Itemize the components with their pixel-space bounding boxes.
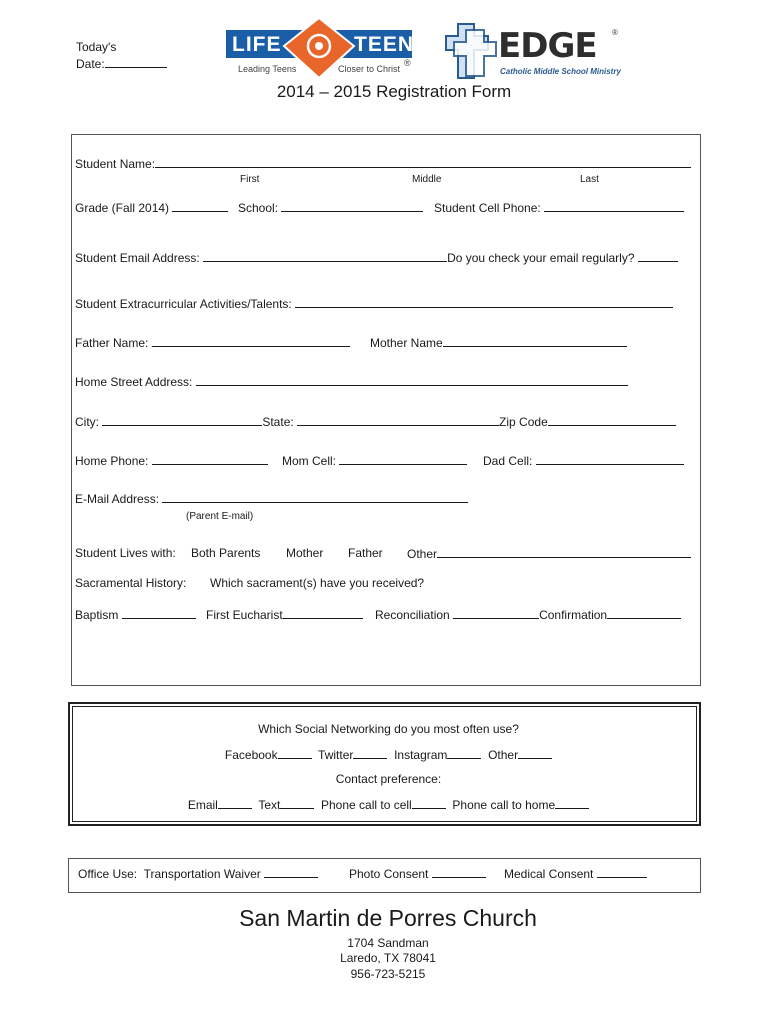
lives-with-other-field[interactable] <box>437 546 691 558</box>
lives-with-both-parents[interactable]: Both Parents <box>191 546 261 560</box>
state-field[interactable] <box>297 414 499 426</box>
school-field[interactable] <box>281 200 423 212</box>
church-city: Laredo, TX 78041 <box>340 951 436 965</box>
home-call-contact-field[interactable] <box>555 797 589 809</box>
lives-with-other[interactable]: Other <box>407 547 438 561</box>
other-social-option[interactable]: Other <box>488 748 519 762</box>
city-label: City: <box>75 415 99 429</box>
student-name-field[interactable] <box>155 156 691 168</box>
facebook-option[interactable]: Facebook <box>224 748 278 762</box>
photo-consent-row <box>349 866 486 881</box>
mother-label: Mother Name <box>370 336 443 350</box>
text-contact-field[interactable] <box>280 797 314 809</box>
lives-with-other-row <box>407 546 691 561</box>
transportation-waiver-label: Transportation Waiver <box>143 867 261 881</box>
date-label-text: Date: <box>76 57 105 71</box>
cell-call-contact-field[interactable] <box>412 797 446 809</box>
life-teen-logo <box>226 18 415 78</box>
medical-consent-row <box>504 866 647 881</box>
student-email-row <box>75 250 678 265</box>
teen-word: TEEN <box>354 33 415 56</box>
twitter-field[interactable] <box>353 747 387 759</box>
email-contact-field[interactable] <box>218 797 252 809</box>
grade-label: Grade (Fall 2014) <box>75 201 170 215</box>
life-teen-tagline-left: Leading Teens <box>238 64 297 74</box>
contact-options-row <box>72 797 705 812</box>
sacrament-question: Which sacrament(s) have you received? <box>210 576 425 590</box>
state-label: State: <box>262 415 294 429</box>
page-title: 2014 – 2015 Registration Form <box>276 82 512 101</box>
transportation-waiver-field[interactable] <box>264 866 318 878</box>
text-contact-option[interactable]: Text <box>258 798 281 812</box>
edge-tagline: Catholic Middle School Ministry <box>500 67 621 76</box>
student-name-row <box>75 156 691 171</box>
grade-row <box>75 200 228 215</box>
twitter-option[interactable]: Twitter <box>318 748 354 762</box>
social-options-row <box>72 747 705 762</box>
street-label: Home Street Address: <box>75 375 193 389</box>
father-row <box>75 335 350 350</box>
office-use-row <box>78 866 318 881</box>
church-name: San Martin de Porres Church <box>239 905 537 931</box>
activities-row <box>75 296 673 311</box>
first-eucharist-row <box>206 607 363 622</box>
edge-registered-mark: ® <box>612 28 618 37</box>
other-social-field[interactable] <box>518 747 552 759</box>
student-cell-field[interactable] <box>544 200 684 212</box>
church-phone: 956-723-5215 <box>350 967 426 981</box>
edge-cross-icon <box>444 22 504 80</box>
sacramental-history-label: Sacramental History: <box>75 576 187 590</box>
medical-consent-field[interactable] <box>597 866 647 878</box>
instagram-option[interactable]: Instagram <box>394 748 448 762</box>
first-eucharist-field[interactable] <box>283 607 363 619</box>
lives-with-father[interactable]: Father <box>348 546 383 560</box>
life-teen-registered-mark: ® <box>404 58 411 68</box>
social-question: Which Social Networking do you most often use? <box>258 722 519 736</box>
zip-field[interactable] <box>548 414 676 426</box>
street-row <box>75 374 628 389</box>
date-label <box>76 56 167 71</box>
contact-preference-label: Contact preference: <box>335 772 442 786</box>
grade-field[interactable] <box>172 200 228 212</box>
mother-field[interactable] <box>443 335 627 347</box>
father-label: Father Name: <box>75 336 149 350</box>
school-label: School: <box>238 201 279 215</box>
reconciliation-field[interactable] <box>453 607 539 619</box>
edge-word: EDGE <box>498 26 597 66</box>
office-use-label: Office Use: <box>78 867 138 881</box>
instagram-field[interactable] <box>447 747 481 759</box>
email-contact-option[interactable]: Email <box>187 798 218 812</box>
dad-cell-row <box>483 453 684 468</box>
check-email-label: Do you check your email regularly? <box>447 251 635 265</box>
parent-email-row <box>75 491 468 506</box>
todays-date-label: Today's <box>76 40 117 54</box>
street-field[interactable] <box>196 374 628 386</box>
reconciliation-row <box>375 607 681 622</box>
last-name-caption: Last <box>580 174 599 185</box>
mother-row <box>370 335 627 350</box>
parent-email-field[interactable] <box>162 491 468 503</box>
lives-with-label: Student Lives with: <box>75 546 176 560</box>
confirmation-label: Confirmation <box>539 608 608 622</box>
photo-consent-field[interactable] <box>432 866 486 878</box>
student-cell-row <box>434 200 684 215</box>
parent-email-label: E-Mail Address: <box>75 492 160 506</box>
student-email-field[interactable] <box>203 250 447 262</box>
lives-with-mother[interactable]: Mother <box>286 546 324 560</box>
mom-cell-field[interactable] <box>339 453 467 465</box>
zip-label: Zip Code <box>499 415 548 429</box>
mom-cell-row <box>282 453 467 468</box>
baptism-row <box>75 607 196 622</box>
confirmation-field[interactable] <box>607 607 681 619</box>
cell-call-contact-option[interactable]: Phone call to cell <box>321 798 412 812</box>
student-email-label: Student Email Address: <box>75 251 200 265</box>
first-eucharist-label: First Eucharist <box>206 608 283 622</box>
home-phone-row <box>75 453 268 468</box>
student-info-box <box>71 134 701 686</box>
city-row <box>75 414 676 429</box>
reconciliation-label: Reconciliation <box>375 608 450 622</box>
home-call-contact-option[interactable]: Phone call to home <box>452 798 556 812</box>
mom-cell-label: Mom Cell: <box>282 454 337 468</box>
edge-logo <box>444 22 624 80</box>
medical-consent-label: Medical Consent <box>504 867 594 881</box>
check-email-field[interactable] <box>638 250 678 262</box>
activities-field[interactable] <box>295 296 673 308</box>
home-phone-field[interactable] <box>152 453 268 465</box>
date-field[interactable] <box>105 56 167 68</box>
student-cell-label: Student Cell Phone: <box>434 201 541 215</box>
facebook-field[interactable] <box>278 747 312 759</box>
home-phone-label: Home Phone: <box>75 454 149 468</box>
activities-label: Student Extracurricular Activities/Talents: <box>75 297 292 311</box>
parent-email-note: (Parent E-mail) <box>186 511 254 522</box>
first-name-caption: First <box>240 174 260 185</box>
father-field[interactable] <box>152 335 350 347</box>
photo-consent-label: Photo Consent <box>349 867 429 881</box>
life-word: LIFE <box>232 33 282 56</box>
city-field[interactable] <box>102 414 262 426</box>
dad-cell-label: Dad Cell: <box>483 454 533 468</box>
middle-name-caption: Middle <box>412 174 442 185</box>
baptism-label: Baptism <box>75 608 119 622</box>
baptism-field[interactable] <box>122 607 196 619</box>
dad-cell-field[interactable] <box>536 453 684 465</box>
student-name-label: Student Name: <box>75 157 156 171</box>
school-row <box>238 200 423 215</box>
life-teen-tagline-right: Closer to Christ <box>338 64 401 74</box>
church-street: 1704 Sandman <box>347 936 429 950</box>
